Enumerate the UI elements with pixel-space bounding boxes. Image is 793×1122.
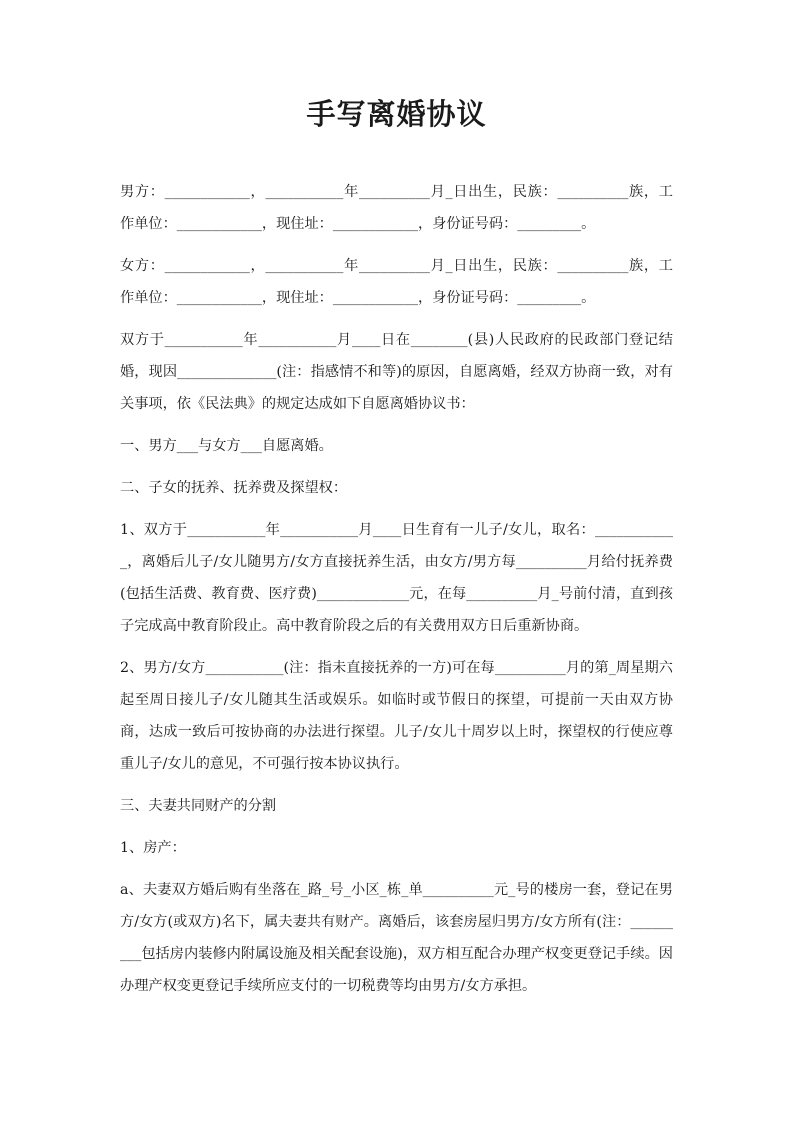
paragraph-clause-3-heading: 三、夫妻共同财产的分割 (120, 798, 277, 814)
paragraph-visitation-rights: 2、男方/女方___________(注：指未直接抚养的一方)可在每__________月的第_周星期六起至周日接儿子/女儿随其生活或娱乐。如临时或节假日的探望，可提前一天由双方协商，达成一致后可按协商的办法进行探望。儿子/女儿十周岁以上时，探望权的行使应尊重儿子/女儿的意见，不可强行按本协议执行。 (120, 660, 673, 772)
paragraph-property-heading: 1、房产： (120, 840, 186, 856)
paragraph-clause-2-heading: 二、子女的抚养、抚养费及探望权： (120, 480, 348, 496)
document-body (120, 176, 673, 1002)
paragraph-husband-info: 男方：____________，___________年__________月_日出生，民族：__________族，工作单位：____________，现住址：____________，身份证号码：_________。 (120, 184, 673, 232)
paragraph-child-support: 1、双方于___________年___________月____日生育有一儿子/女儿，取名：____________，离婚后儿子/女儿随男方/女方直接抚养生活，由女方/男方每__________月给付抚养费(包括生活费、教育费、医疗费)_____________元，在每__________月_号前付清，直到孩子完成高中教育阶段止。高中教育阶段之后的有关费用双方日后重新协商。 (120, 522, 673, 634)
paragraph-clause-1: 一、男方___与女方___自愿离婚。 (120, 438, 333, 454)
paragraph-wife-info: 女方：____________，___________年__________月_日出生，民族：__________族，工作单位：____________，现住址：____________，身份证号码：_________。 (120, 258, 673, 306)
document-title: 手写离婚协议 (306, 97, 487, 131)
paragraph-house-division: a、夫妻双方婚后购有坐落在_路_号_小区_栋_单__________元_号的楼房一套，登记在男方/女方(或双方)名下，属夫妻共有财产。离婚后，该套房屋归男方/女方所有(注：_________包括房内装修内附属设施及相关配套设施)，双方相互配合办理产权变更登记手续。因办理产权变更登记手续所应支付的一切税费等均由男方/女方承担。 (120, 882, 673, 994)
paragraph-marriage-registration: 双方于___________年___________月____日在________(县)人民政府的民政部门登记结婚，现因______________(注：指感情不和等)的原因，自愿离婚，经双方协商一致，对有关事项，依《民法典》的规定达成如下自愿离婚协议书： (120, 332, 673, 412)
